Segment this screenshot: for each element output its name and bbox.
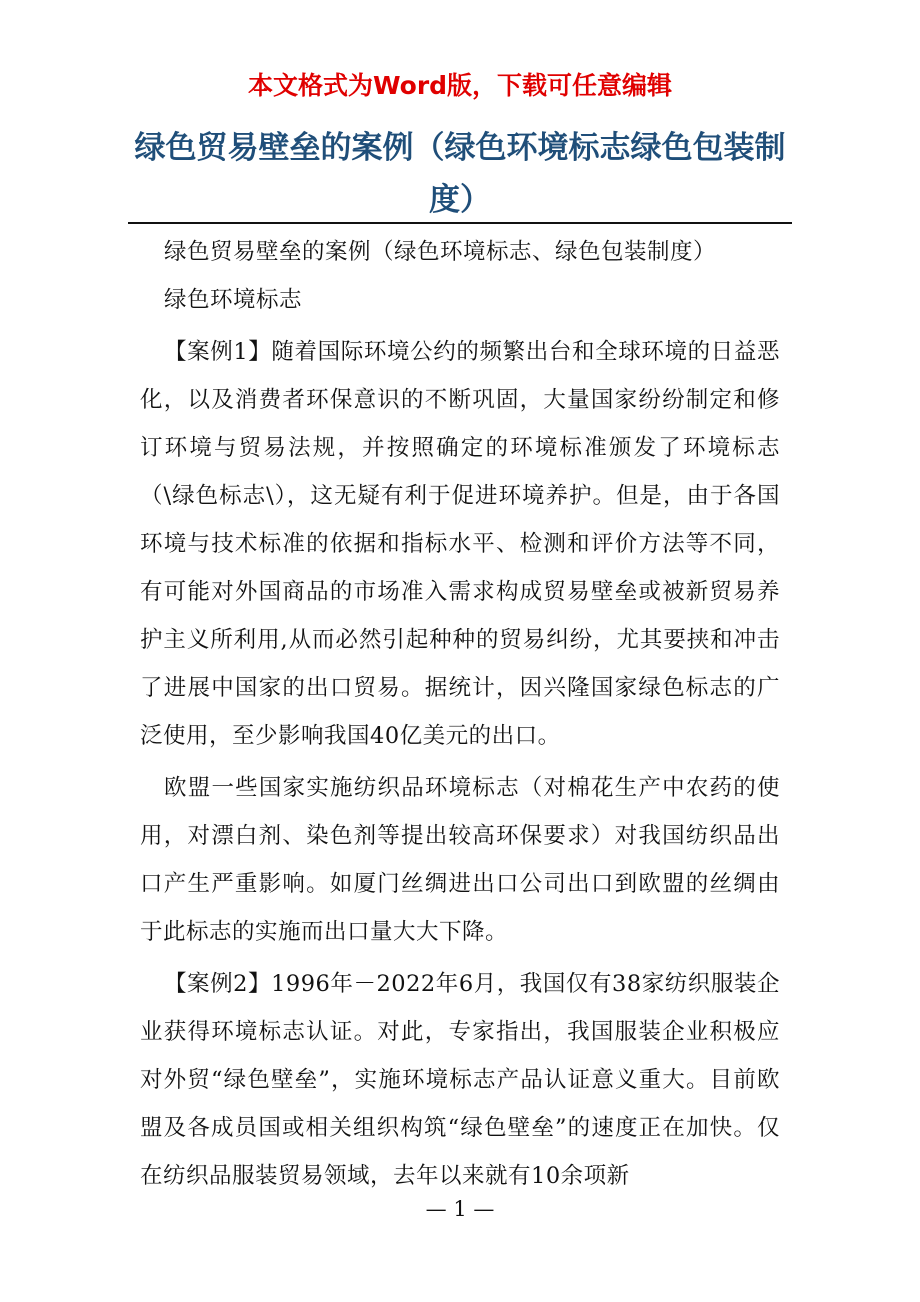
paragraph-case-1: 【案例1】随着国际环境公约的频繁出台和全球环境的日益恶化，以及消费者环保意识的不断巩固，大量国家纷纷制定和修订环境与贸易法规，并按照确定的环境标准颁发了环境标志（\绿色标志\），这无疑有利于促进环境养护。但是，由于各国环境与技术标准的依据和指标水平、检测和评价方法等不同，有可能对外国商品的市场准入需求构成贸易壁垒或被新贸易养护主义所利用,从而必然引起种种的贸易纠纷，尤其要挟和冲击了进展中国家的出口贸易。据统计，因兴隆国家绿色标志的广泛使用，至少影响我国40亿美元的出口。: [140, 339, 780, 749]
paragraph-eu-textiles: 欧盟一些国家实施纺织品环境标志（对棉花生产中农药的使用，对漂白剂、染色剂等提出较高环保要求）对我国纺织品出口产生严重影响。如厦门丝绸进出口公司出口到欧盟的丝绸由于此标志的实施而出口量大大下降。: [140, 775, 780, 945]
document-body: [140, 228, 780, 1200]
paragraph-subtitle: 绿色贸易壁垒的案例（绿色环境标志、绿色包装制度）: [164, 239, 717, 265]
document-title: 绿色贸易壁垒的案例（绿色环境标志绿色包装制度）: [134, 130, 786, 218]
paragraph-heading: 绿色环境标志: [164, 287, 303, 313]
download-banner: 本文格式为Word版，下载可任意编辑: [247, 71, 673, 100]
title-divider: [128, 222, 792, 224]
page-number: — 1 —: [425, 1197, 495, 1221]
paragraph-case-2: 【案例2】1996年－2022年6月，我国仅有38家纺织服装企业获得环境标志认证。对此，专家指出，我国服装企业积极应对外贸“绿色壁垒”，实施环境标志产品认证意义重大。目前欧盟及各成员国或相关组织构筑“绿色壁垒”的速度正在加快。仅在纺织品服装贸易领域，去年以来就有10余项新: [140, 971, 780, 1189]
